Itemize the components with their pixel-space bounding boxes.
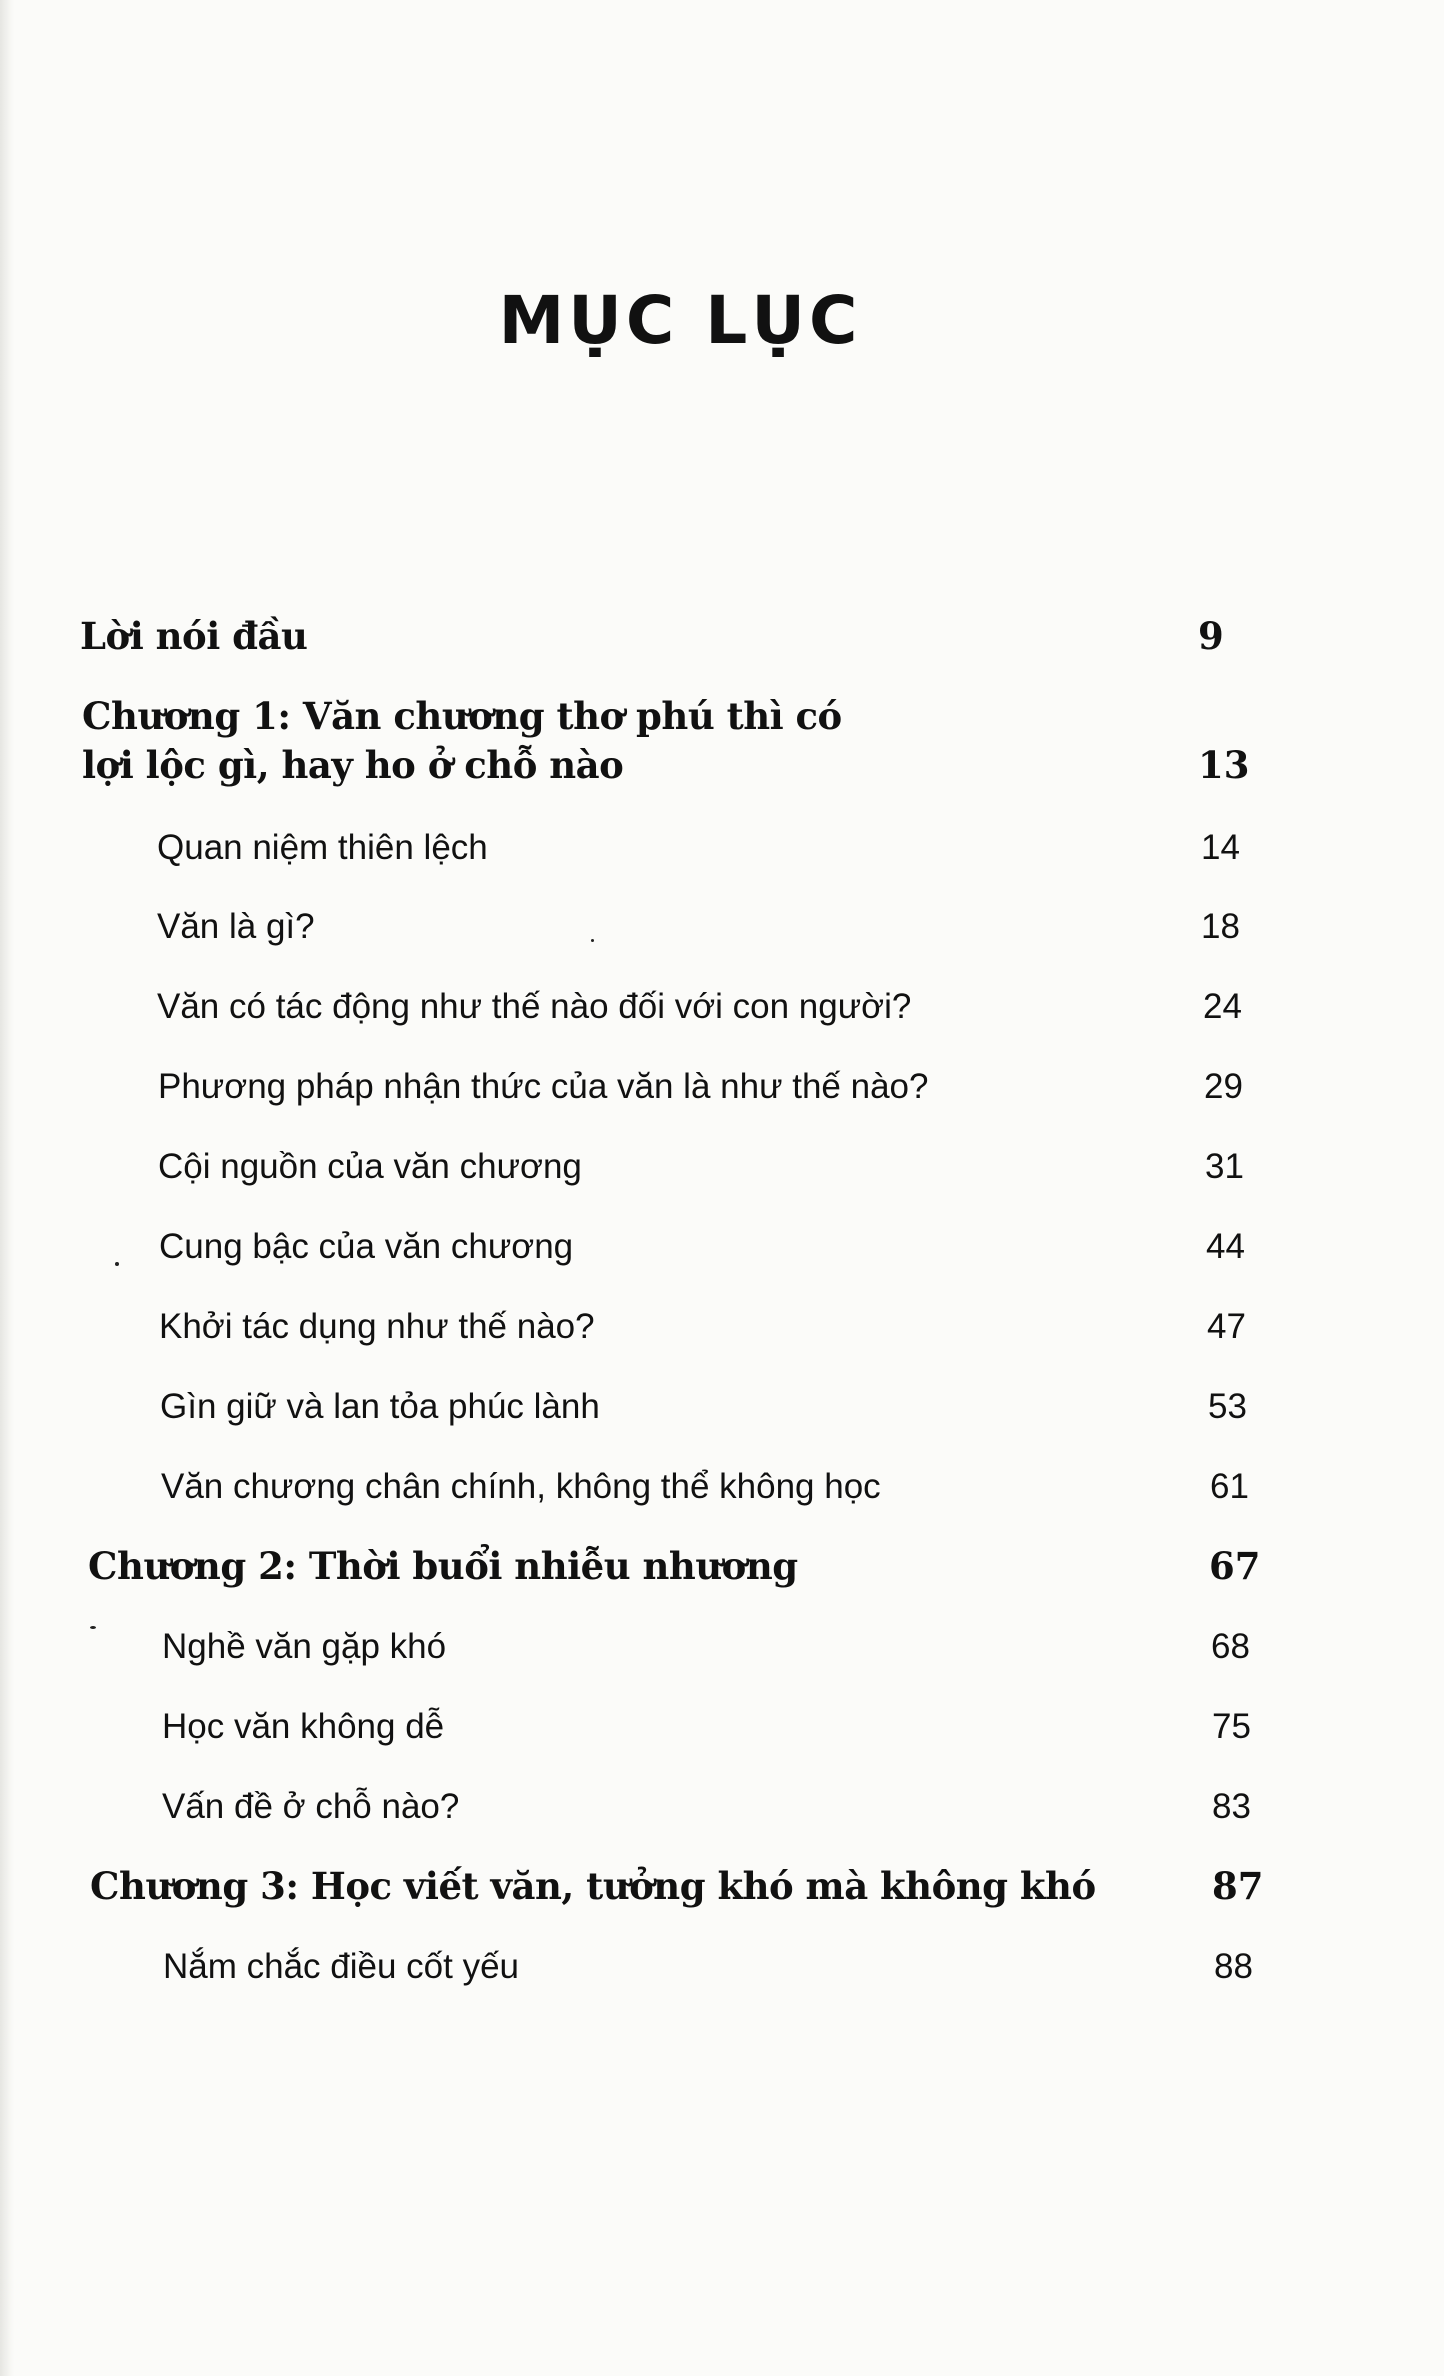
- toc-entry-label: Cung bậc của văn chương: [159, 1227, 574, 1266]
- toc-entry-page: 47: [1207, 1307, 1246, 1346]
- toc-entry-page: 9: [1198, 614, 1224, 658]
- toc-entry-label: Phương pháp nhận thức của văn là như thế nào?: [158, 1067, 929, 1106]
- toc-entry-page: 67: [1209, 1544, 1261, 1588]
- toc-entry-label: Gìn giữ và lan tỏa phúc lành: [160, 1387, 600, 1426]
- toc-entry-label: Cội nguồn của văn chương: [158, 1147, 582, 1186]
- toc-entry-label: Lời nói đầu: [80, 614, 308, 658]
- toc-entry-label: Học văn không dễ: [162, 1707, 445, 1746]
- print-speck: [115, 1262, 119, 1266]
- toc-entry-page: 24: [1203, 987, 1242, 1026]
- toc-entry-label: Chương 2: Thời buổi nhiễu nhương: [88, 1544, 798, 1588]
- toc-entry-label: Nghề văn gặp khó: [162, 1627, 447, 1666]
- toc-entry-page: 83: [1212, 1787, 1251, 1826]
- toc-entry-page: 13: [1198, 743, 1250, 787]
- toc-entry-label: Khởi tác dụng như thế nào?: [159, 1307, 595, 1346]
- toc-entry-page: 29: [1204, 1067, 1243, 1106]
- toc-title: MỤC LỤC: [498, 282, 862, 359]
- toc-entry-page: 18: [1201, 907, 1240, 946]
- toc-entry-label: Văn chương chân chính, không thể không học: [161, 1467, 881, 1506]
- toc-entry-page: 14: [1201, 828, 1240, 867]
- toc-entry-label: Chương 1: Văn chương thơ phú thì có: [82, 694, 842, 738]
- toc-entry-label-line-2: lợi lộc gì, hay ho ở chỗ nào: [82, 743, 624, 787]
- toc-entry-label: Văn là gì?: [157, 907, 315, 946]
- toc-entry-label: Chương 3: Học viết văn, tưởng khó mà không khó: [90, 1864, 1096, 1908]
- toc-entry-label: Quan niệm thiên lệch: [157, 828, 488, 867]
- toc-entry-page: 68: [1211, 1627, 1250, 1666]
- toc-entry-page: 31: [1205, 1147, 1244, 1186]
- toc-entry-page: 88: [1214, 1947, 1253, 1986]
- toc-entry-page: 61: [1210, 1467, 1249, 1506]
- toc-entry-page: 44: [1206, 1227, 1245, 1266]
- toc-entry-label: Nắm chắc điều cốt yếu: [163, 1947, 520, 1986]
- toc-entry-page: 53: [1208, 1387, 1247, 1426]
- toc-entry-label: Văn có tác động như thế nào đối với con người?: [157, 987, 912, 1026]
- toc-entry-page: 75: [1212, 1707, 1251, 1746]
- toc-entry-label: Vấn đề ở chỗ nào?: [162, 1787, 460, 1826]
- toc-entry-page: 87: [1212, 1864, 1264, 1908]
- print-speck: [90, 1626, 96, 1629]
- print-speck: [591, 939, 594, 942]
